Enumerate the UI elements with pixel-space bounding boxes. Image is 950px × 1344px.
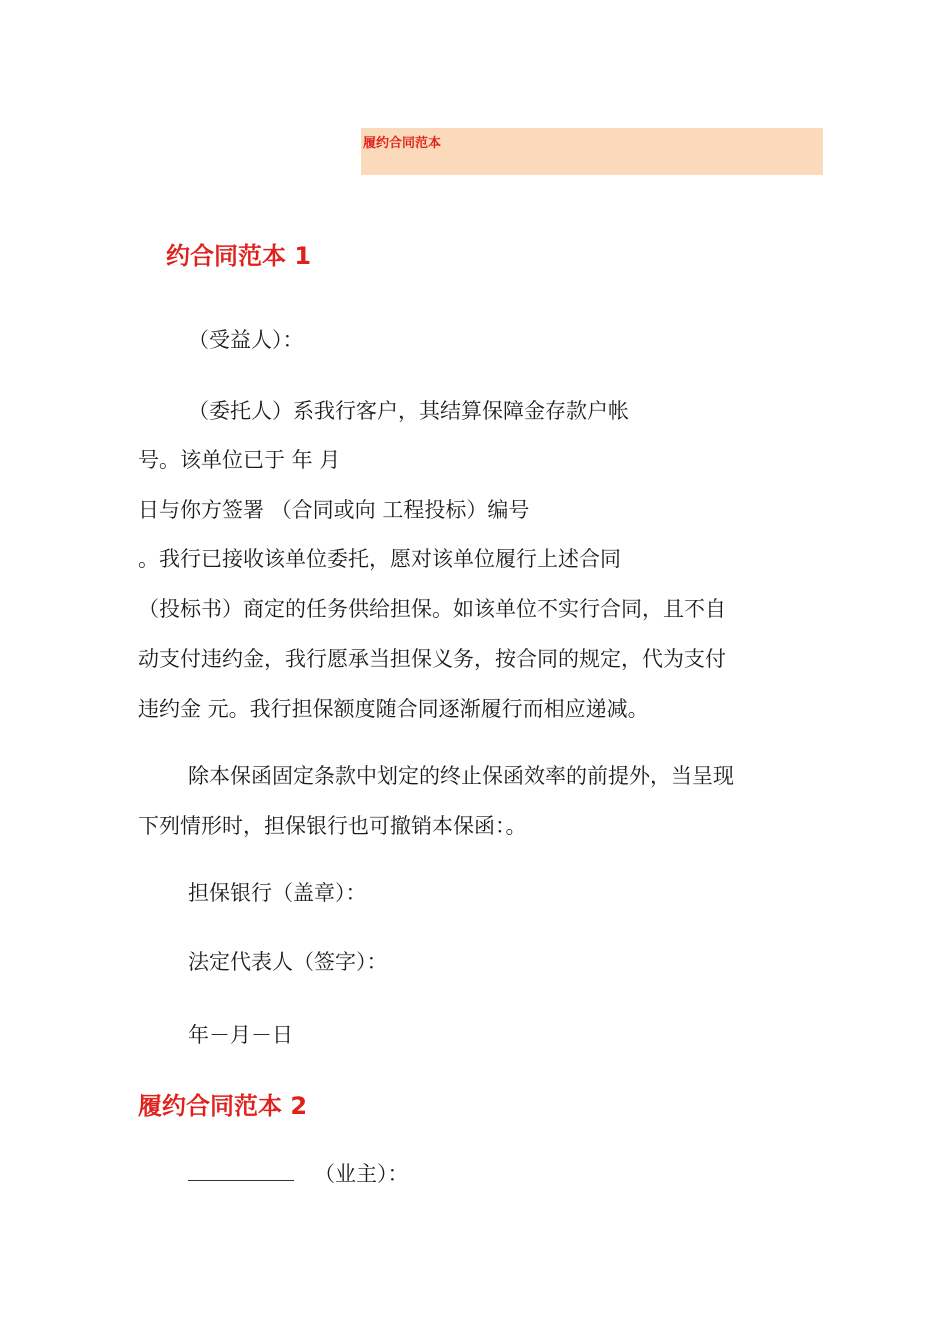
section1-salutation: （受益人）：	[188, 328, 304, 352]
owner-blank-line	[188, 1160, 294, 1181]
para1-line-1: （委托人）系我行客户，其结算保障金存款户帐	[188, 399, 629, 423]
section2-salutation: （业主）：	[314, 1162, 409, 1186]
para1-line-7: 违约金 元。我行担保额度随合同逐渐履行而相应递减。	[138, 697, 649, 721]
para1-line-4: 。我行已接收该单位委托，愿对该单位履行上述合同	[138, 547, 621, 571]
section2-salutation-row	[188, 1160, 409, 1188]
para2-line-1: 除本保函固定条款中划定的终止保函效率的前提外，当呈现	[188, 764, 734, 788]
header-band	[361, 128, 823, 175]
para1-line-3: 日与你方签署 （合同或向 工程投标）编号	[138, 498, 530, 522]
section2-title: 履约合同范本 2	[138, 1092, 308, 1120]
date-line: 年－月－日	[188, 1023, 293, 1047]
para1-line-5: （投标书）商定的任务供给担保。如该单位不实行合同，且不自	[138, 597, 726, 621]
section1-title: 约合同范本 1	[166, 242, 312, 270]
header-label: 履约合同范本	[363, 136, 442, 151]
legal-rep-line: 法定代表人（签字）：	[188, 950, 388, 974]
para2-line-2: 下列情形时，担保银行也可撤销本保函：。	[138, 814, 527, 838]
para1-line-6: 动支付违约金，我行愿承当担保义务，按合同的规定，代为支付	[138, 647, 726, 671]
para1-line-2: 号。该单位已于 年 月	[138, 448, 341, 472]
bank-seal-line: 担保银行（盖章）：	[188, 881, 367, 905]
